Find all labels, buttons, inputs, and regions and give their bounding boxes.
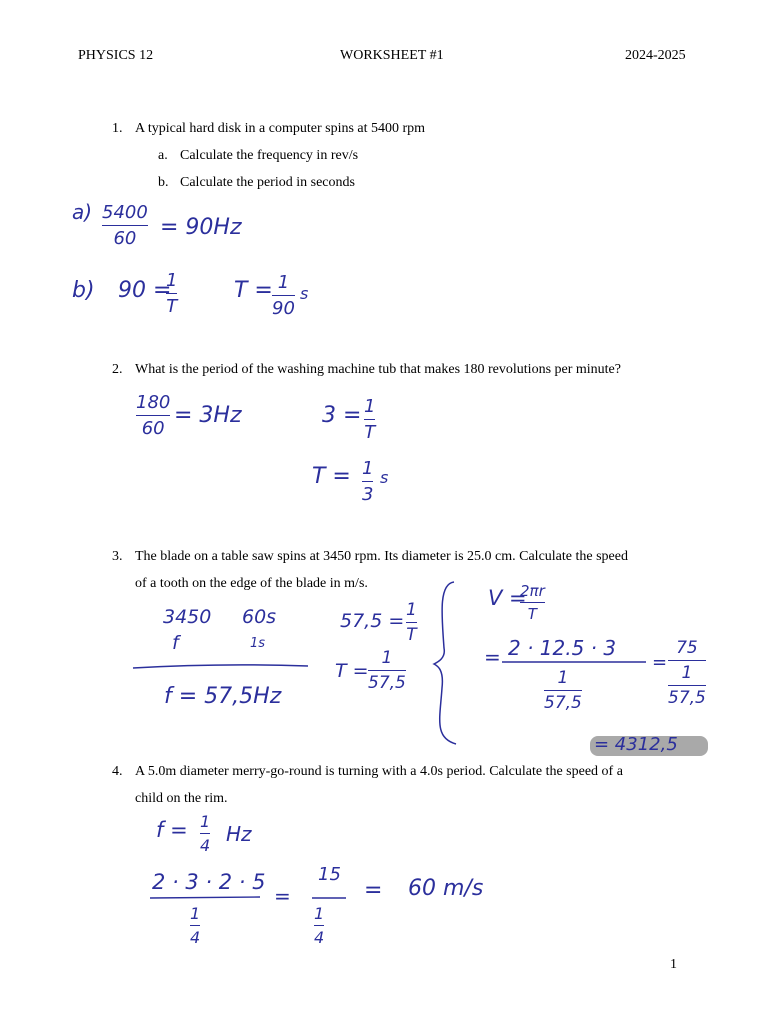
header-year: 2024-2025 [625,48,686,63]
q1-hw-a-fraction [102,202,148,249]
fraction-bar [364,419,375,420]
q3-hw-c4: 1s [250,636,266,651]
fraction-bar [544,690,582,691]
q4-hw-den-fraction2 [314,904,324,947]
q3-hw-c3: f [172,632,179,654]
q2-hw-result: = 3Hz [174,403,242,428]
fraction-bar [166,293,177,294]
q1-hw-b-unit: s [300,284,309,303]
q2-hw-three: 3 [362,484,374,505]
q1-hw-b-one: 1 [166,270,178,291]
q3-hw-m-fraction [406,600,417,645]
q3-hw-m-one2: 1 [381,648,393,668]
fraction-bar [668,660,706,661]
q2-hw-one: 1 [364,396,376,417]
q3-hw-m2: T = [335,660,369,682]
q1-hw-a-denominator: 60 [113,228,137,249]
q1-hw-b-T: T [166,296,178,317]
fraction-bar [314,925,324,926]
q1-a-label: a. [158,148,168,163]
q4-hw-den-one2: 1 [314,904,325,923]
q4-hw-den-fraction [190,904,200,947]
q3-hw-calc: 2 · 12.5 · 3 [508,636,617,660]
q3-hw-den-fraction [544,668,582,713]
q2-hw-Teq: T = [312,464,351,489]
fraction-bar [136,415,170,416]
q2-hw-fraction2 [364,396,375,443]
q1-hw-b-90: 90 [272,298,295,319]
fraction-bar [190,925,200,926]
q2-hw-unit: s [380,468,389,487]
q3-hw-m-575: 57,5 [368,673,406,693]
q4-hw-den-four: 4 [190,928,201,947]
fraction-bar [520,602,545,603]
q1-hw-b-fraction2 [272,272,295,319]
q4-hw-15: 15 [318,864,341,885]
fraction-bar [668,685,706,686]
q1-text: A typical hard disk in a computer spins at 5400 rpm [135,121,426,136]
q3-text-line1: The blade on a table saw spins at 3450 rpm. Its diameter is 25.0 cm. Calculate the speed [135,549,628,564]
q2-hw-eq3: 3 = [322,403,362,428]
q3-hw-r-num: 75 [676,638,698,658]
q3-hw-den-value: 57,5 [544,693,582,713]
q4-hw-f-fraction [200,812,210,855]
q1-hw-b-fraction [166,270,177,317]
q3-hw-v-fraction [520,582,545,623]
q2-hw-one2: 1 [362,458,374,479]
fraction-bar [368,670,406,671]
page-number: 1 [670,957,677,972]
q4-hw-15-bar [310,894,350,902]
q4-text-line2: child on the rim. [135,791,228,806]
q3-hw-m-T: T [406,625,417,645]
q1-hw-a-numerator: 5400 [102,202,148,223]
q3-hw-underline [130,660,312,672]
q2-text: What is the period of the washing machine tub that makes 180 revolutions per minute? [135,362,621,377]
q4-text-line1: A 5.0m diameter merry-go-round is turning with a 4.0s period. Calculate the speed of a [135,764,623,779]
q1-number: 1. [112,121,123,136]
q2-number: 2. [112,362,123,377]
q3-hw-result-fraction [668,638,706,708]
fraction-bar [272,295,295,296]
q4-hw-f-four: 4 [200,836,211,855]
q1-hw-a-tag: a) [72,200,93,224]
q3-hw-calc-bar [500,658,650,666]
q1-a-text: Calculate the frequency in rev/s [180,148,359,163]
q3-hw-frequency: f = 57,5Hz [164,684,282,709]
q1-b-text: Calculate the period in seconds [180,175,355,190]
q1-hw-b-Teq: T = [234,278,273,303]
q1-hw-b-eq: 90 = [118,278,172,303]
q4-hw-f: f = [156,818,188,842]
q4-hw-f-unit: Hz [226,822,252,846]
q3-hw-m-fraction2 [368,648,406,693]
q3-hw-eq: = [484,645,501,669]
q3-hw-c2: 60s [242,606,277,628]
header-course: PHYSICS 12 [78,48,154,63]
q2-hw-fraction [136,392,170,439]
q3-hw-m1: 57,5 = [340,610,405,632]
fraction-bar [200,833,210,834]
q2-hw-T: T [364,422,376,443]
q3-text-line2: of a tooth on the edge of the blade in m/s. [135,576,368,591]
q4-number: 4. [112,764,123,779]
q1-hw-b-one2: 1 [277,272,290,293]
q4-hw-eq: = [274,884,291,908]
q3-number: 3. [112,549,123,564]
q3-hw-v-num: 2πr [520,582,545,600]
fraction-bar [406,622,417,623]
q4-hw-calc-bar [148,894,264,902]
q3-hw-m-one: 1 [406,600,417,620]
q4-hw-eq2: = [364,878,383,903]
q3-hw-den-one: 1 [557,668,569,688]
q2-hw-fraction3 [362,458,373,505]
q1-hw-a-result: = 90Hz [160,215,242,240]
q4-hw-calc: 2 · 3 · 2 · 5 [152,870,266,894]
q4-hw-result: 60 m/s [408,876,484,901]
q3-hw-c1: 3450 [163,606,212,628]
q3-hw-v: V = [488,586,527,610]
q3-hw-final: = 4312,5 [594,734,678,755]
q2-hw-denominator: 60 [141,418,165,439]
q3-hw-eq2: = [652,652,668,673]
q2-hw-numerator: 180 [136,392,171,413]
q4-hw-den-one: 1 [190,904,201,923]
q3-hw-brace [420,578,460,748]
fraction-bar [102,225,148,226]
q4-hw-den-four2: 4 [314,928,325,947]
q3-hw-v-den: T [527,605,537,623]
fraction-bar [362,481,373,482]
q1-hw-b-tag: b) [72,278,95,303]
q1-b-label: b. [158,175,169,190]
q3-hw-r-one: 1 [681,663,693,683]
q4-hw-f-one: 1 [200,812,211,831]
header-title: WORKSHEET #1 [340,48,444,63]
q3-hw-r-den: 57,5 [668,688,706,708]
q3-hw-r-subfraction [668,663,706,708]
